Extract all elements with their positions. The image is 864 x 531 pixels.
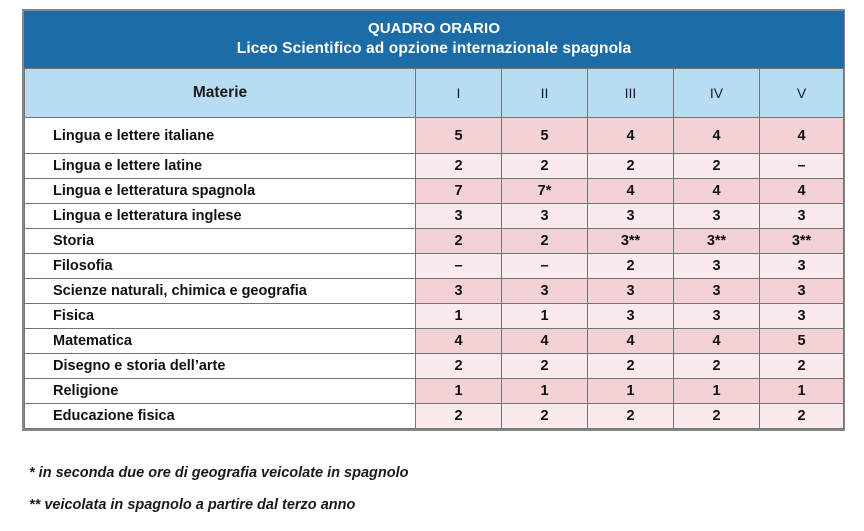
hours-cell: 4 [760,118,844,154]
hours-cell: 1 [502,304,588,329]
hours-cell: 1 [502,379,588,404]
hours-cell: 5 [760,329,844,354]
hours-cell: 1 [416,304,502,329]
table-row [25,179,844,204]
hours-cell: 5 [502,118,588,154]
column-header-row [25,69,844,118]
hours-cell: 1 [760,379,844,404]
table-row [25,304,844,329]
table-row [25,118,844,154]
hours-cell: 2 [674,354,760,379]
table-row [25,329,844,354]
hours-cell: – [760,154,844,179]
hours-cell: 2 [760,354,844,379]
subject-label: Storia [25,229,416,254]
hours-cell: 3** [760,229,844,254]
hours-cell: 3 [502,279,588,304]
table-row [25,229,844,254]
hours-cell: 2 [416,354,502,379]
hours-cell: 1 [416,379,502,404]
subject-label: Lingua e letteratura spagnola [25,179,416,204]
hours-cell: 3 [760,254,844,279]
hours-cell: 1 [588,379,674,404]
column-header-year-5: V [760,69,844,118]
column-header-year-4: IV [674,69,760,118]
hours-cell: 2 [588,154,674,179]
hours-cell: 3 [588,279,674,304]
hours-cell: 3** [674,229,760,254]
hours-cell: 3 [760,204,844,229]
hours-cell: 3 [674,254,760,279]
hours-cell: 2 [416,404,502,429]
column-header-subject: Materie [25,69,416,118]
hours-cell: 3 [588,304,674,329]
table-title-cell [25,12,844,69]
hours-cell: 2 [502,229,588,254]
column-header-year-3: III [588,69,674,118]
hours-cell: 4 [416,329,502,354]
column-header-year-2: II [502,69,588,118]
hours-cell: 3 [588,204,674,229]
title-row [25,12,844,69]
hours-cell: 2 [502,354,588,379]
subject-label: Religione [25,379,416,404]
table-row [25,204,844,229]
hours-cell: 2 [760,404,844,429]
hours-cell: 2 [588,254,674,279]
hours-cell: 5 [416,118,502,154]
hours-cell: 3 [760,279,844,304]
subject-label: Matematica [25,329,416,354]
hours-cell: 2 [416,229,502,254]
table-row [25,254,844,279]
hours-cell: 2 [588,404,674,429]
hours-cell: 3 [416,204,502,229]
hours-cell: – [416,254,502,279]
subject-label: Fisica [25,304,416,329]
subject-label: Lingua e lettere italiane [25,118,416,154]
hours-cell: 2 [588,354,674,379]
hours-cell: 4 [760,179,844,204]
subject-label: Lingua e letteratura inglese [25,204,416,229]
hours-cell: 3 [674,279,760,304]
hours-cell: 4 [674,118,760,154]
table-row [25,154,844,179]
hours-cell: 3 [760,304,844,329]
timetable-table-container [22,9,845,431]
footnotes-block [29,466,829,529]
hours-cell: 4 [502,329,588,354]
hours-cell: 1 [674,379,760,404]
hours-cell: 4 [674,179,760,204]
table-row [25,404,844,429]
hours-cell: 4 [588,329,674,354]
table-title-main: QUADRO ORARIO [367,20,501,37]
hours-cell: 4 [588,118,674,154]
hours-cell: 2 [674,404,760,429]
column-header-year-1: I [416,69,502,118]
table-header [25,12,844,118]
table-row [25,379,844,404]
subject-label: Educazione fisica [25,404,416,429]
table-title-sub: Liceo Scientifico ad opzione internazionale spagnola [236,39,632,57]
footnote-double-asterisk: ** veicolata in spagnolo a partire dal terzo anno [29,496,356,513]
hours-cell: 4 [674,329,760,354]
subject-label: Scienze naturali, chimica e geografia [25,279,416,304]
subject-label: Filosofia [25,254,416,279]
hours-cell: 2 [502,154,588,179]
hours-cell: – [502,254,588,279]
hours-cell: 3 [674,304,760,329]
hours-cell: 3 [674,204,760,229]
hours-cell: 7* [502,179,588,204]
timetable-table [24,11,844,429]
hours-cell: 2 [674,154,760,179]
hours-cell: 7 [416,179,502,204]
subject-label: Disegno e storia dell’arte [25,354,416,379]
table-row [25,279,844,304]
table-row [25,354,844,379]
hours-cell: 3** [588,229,674,254]
hours-cell: 2 [502,404,588,429]
table-body [25,118,844,429]
hours-cell: 2 [416,154,502,179]
footnote-single-asterisk: * in seconda due ore di geografia veicolate in spagnolo [29,465,409,481]
hours-cell: 4 [588,179,674,204]
hours-cell: 3 [502,204,588,229]
hours-cell: 3 [416,279,502,304]
subject-label: Lingua e lettere latine [25,154,416,179]
